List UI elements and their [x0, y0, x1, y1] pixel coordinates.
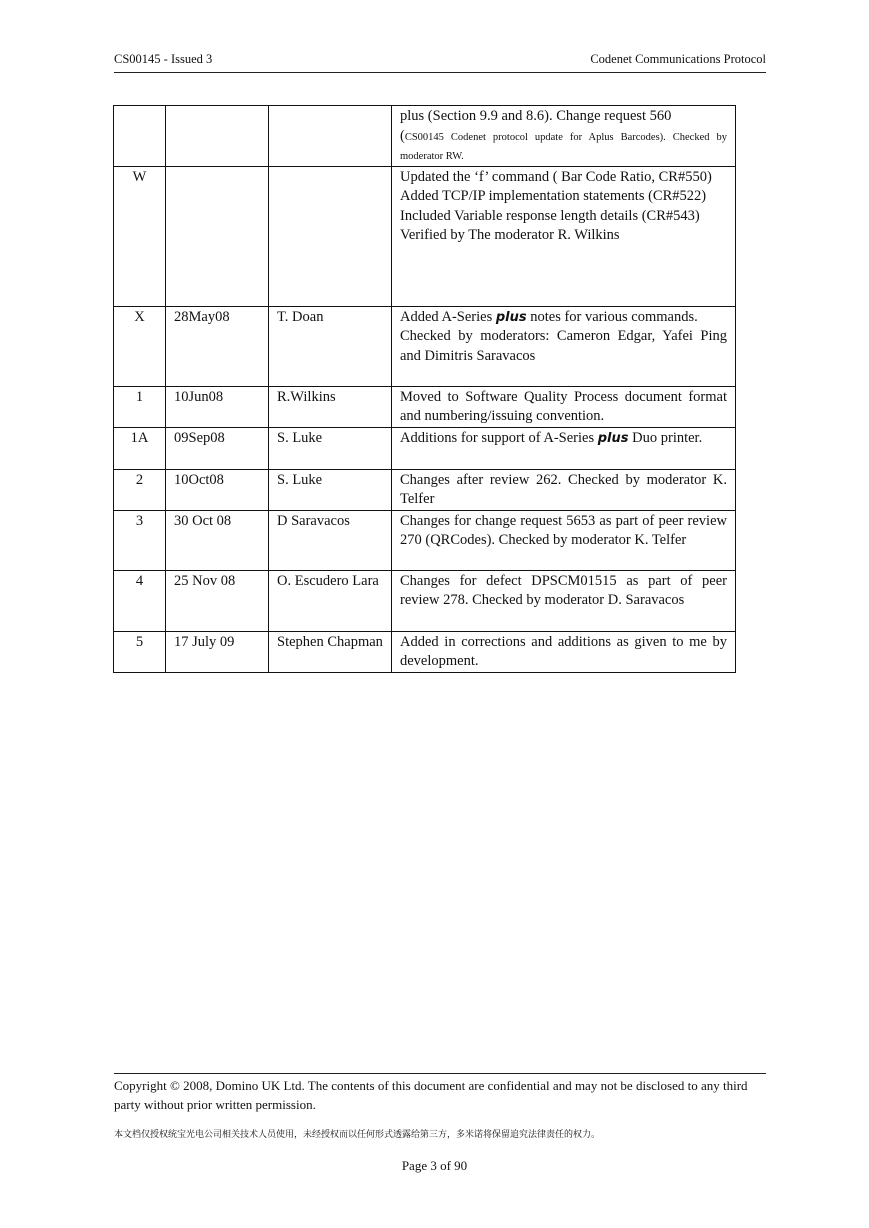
- issue-cell: 1A: [114, 427, 166, 469]
- description-cell: [392, 306, 736, 386]
- date-cell: 17 July 09: [166, 631, 269, 672]
- description-cell: [392, 427, 736, 469]
- revision-history-table: [113, 105, 736, 673]
- brand-plus-text: plus: [597, 430, 629, 446]
- description-cell: Moved to Software Quality Process document format and numbering/issuing convention.: [392, 386, 736, 427]
- description-line: Added TCP/IP implementation statements (CR#522): [400, 188, 707, 204]
- description-line: Included Variable response length details (CR#543): [400, 207, 700, 224]
- issue-cell: X: [114, 306, 166, 386]
- date-cell: 28May08: [166, 306, 269, 386]
- table-row: [114, 427, 736, 469]
- date-cell: [166, 166, 269, 306]
- table-row: [114, 166, 736, 306]
- table-row: [114, 510, 736, 570]
- author-cell: S. Luke: [269, 427, 392, 469]
- issue-cell: W: [114, 166, 166, 306]
- table-row: [114, 631, 736, 672]
- description-text: Added A-Series: [400, 308, 496, 325]
- date-cell: 30 Oct 08: [166, 510, 269, 570]
- description-cell: Changes after review 262. Checked by moderator K. Telfer: [392, 469, 736, 510]
- description-small-text: CS00145 Codenet protocol update for Aplus Barcodes). Checked by moderator RW.: [400, 131, 727, 162]
- description-cell: [392, 166, 736, 306]
- description-line: Verified by The moderator R. Wilkins: [400, 227, 620, 243]
- author-cell: T. Doan: [269, 306, 392, 386]
- author-cell: R.Wilkins: [269, 386, 392, 427]
- author-cell: S. Luke: [269, 469, 392, 510]
- issue-cell: 1: [114, 386, 166, 427]
- document-id: CS00145 - Issued 3: [114, 52, 213, 66]
- date-cell: [166, 106, 269, 167]
- table-row: [114, 386, 736, 427]
- issue-cell: 4: [114, 570, 166, 631]
- date-cell: 25 Nov 08: [166, 570, 269, 631]
- table-row: [114, 570, 736, 631]
- issue-cell: 5: [114, 631, 166, 672]
- author-cell: O. Escudero Lara: [269, 570, 392, 631]
- footer-divider: [114, 1073, 766, 1074]
- date-cell: 09Sep08: [166, 427, 269, 469]
- author-cell: Stephen Chapman: [269, 631, 392, 672]
- author-cell: D Saravacos: [269, 510, 392, 570]
- table-row: [114, 106, 736, 167]
- description-cell: Added in corrections and additions as given to me by development.: [392, 631, 736, 672]
- description-text: Additions for support of A-Series: [400, 429, 598, 446]
- description-cell: Changes for change request 5653 as part of peer review 270 (QRCodes). Checked by moderator K. Telfer: [392, 510, 736, 570]
- chinese-confidentiality-notice: 本文档仅授权统宝光电公司相关技术人员使用，未经授权而以任何形式透露给第三方，多米诺将保留追究法律责任的权力。: [114, 1130, 601, 1140]
- author-cell: [269, 166, 392, 306]
- page-header: [114, 52, 766, 73]
- issue-cell: 2: [114, 469, 166, 510]
- date-cell: 10Oct08: [166, 469, 269, 510]
- table-row: [114, 469, 736, 510]
- description-line: Checked by moderators: Cameron Edgar, Yafei Ping and Dimitris Saravacos: [400, 328, 727, 364]
- description-cell: [392, 106, 736, 167]
- description-text: notes for various commands.: [526, 308, 698, 325]
- issue-cell: [114, 106, 166, 167]
- description-line: plus (Section 9.9 and 8.6). Change request 560: [400, 108, 672, 124]
- issue-cell: 3: [114, 510, 166, 570]
- document-title: Codenet Communications Protocol: [590, 52, 766, 66]
- table-row: [114, 306, 736, 386]
- author-cell: [269, 106, 392, 167]
- description-text: Duo printer.: [628, 429, 703, 446]
- brand-plus-text: plus: [495, 309, 527, 325]
- description-paren: (: [400, 127, 405, 144]
- description-cell: Changes for defect DPSCM01515 as part of peer review 278. Checked by moderator D. Saravacos: [392, 570, 736, 631]
- description-line: Updated the ‘f’ command ( Bar Code Ratio, CR#550): [400, 168, 712, 185]
- copyright-notice: Copyright © 2008, Domino UK Ltd. The contents of this document are confidential and may not be disclosed to any third party without prior written permission.: [114, 1078, 748, 1112]
- date-cell: 10Jun08: [166, 386, 269, 427]
- page-number: Page 3 of 90: [401, 1158, 468, 1173]
